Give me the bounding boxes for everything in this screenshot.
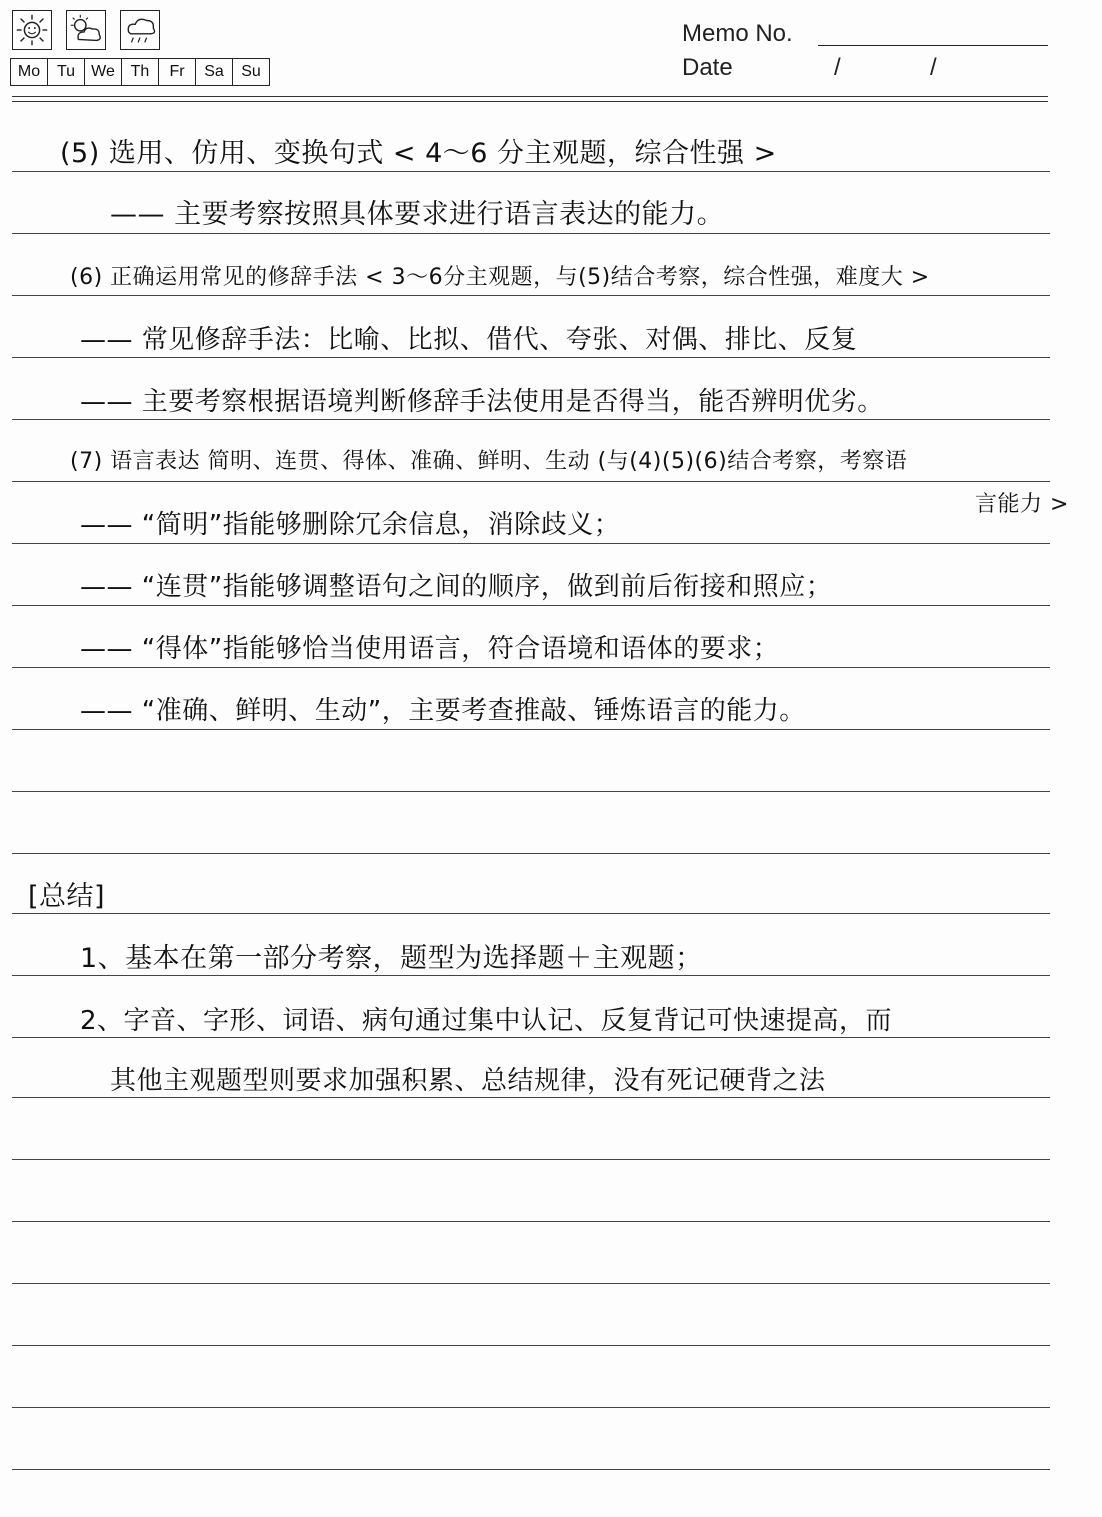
note-line: (6) 正确运用常见的修辞手法 < 3～6分主观题，与(5)结合考察，综合性强，难度大 > <box>70 265 930 290</box>
ruled-line <box>12 667 1050 668</box>
ruled-line <box>12 913 1050 914</box>
note-line: 言能力 > <box>975 492 1069 517</box>
weekday-selector <box>10 58 270 86</box>
ruled-line <box>12 1407 1050 1408</box>
ruled-line <box>12 233 1050 234</box>
weekday-mo[interactable]: Mo <box>11 59 48 85</box>
note-line: —— “得体”指能够恰当使用语言，符合语境和语体的要求； <box>80 634 780 664</box>
note-line: (5) 选用、仿用、变换句式 < 4～6 分主观题，综合性强 > <box>60 138 777 169</box>
weekday-sa[interactable]: Sa <box>196 59 233 85</box>
ruled-line <box>12 1283 1050 1284</box>
header-divider <box>12 101 1048 102</box>
ruled-line <box>12 481 1050 482</box>
note-line: (7) 语言表达 简明、连贯、得体、准确、鲜明、生动 (与(4)(5)(6)结合考察，考察语 <box>70 449 908 474</box>
weather-icons <box>12 10 160 50</box>
memo-number-field[interactable] <box>818 45 1048 46</box>
note-line: —— 主要考察根据语境判断修辞手法使用是否得当，能否辨明优劣。 <box>80 387 884 417</box>
note-line: —— 主要考察按照具体要求进行语言表达的能力。 <box>110 199 725 230</box>
date-row <box>682 52 1062 86</box>
summary-line: 1、基本在第一部分考察，题型为选择题＋主观题； <box>80 943 703 974</box>
memo-info <box>682 18 1062 86</box>
note-line: —— “简明”指能够删除冗余信息，消除歧义； <box>80 510 621 540</box>
ruled-line <box>12 729 1050 730</box>
summary-line: 2、字音、字形、词语、病句通过集中认记、反复背记可快速提高，而 <box>80 1006 893 1036</box>
memo-number-row <box>682 18 1062 52</box>
ruled-line <box>12 605 1050 606</box>
ruled-line <box>12 543 1050 544</box>
weekday-tu[interactable]: Tu <box>48 59 85 85</box>
date-label: Date <box>682 54 733 81</box>
sunny-icon[interactable] <box>12 10 52 50</box>
note-line: —— 常见修辞手法：比喻、比拟、借代、夸张、对偶、排比、反复 <box>80 325 858 355</box>
ruled-line <box>12 791 1050 792</box>
ruled-line <box>12 1345 1050 1346</box>
summary-line: 其他主观题型则要求加强积累、总结规律，没有死记硬背之法 <box>110 1066 826 1096</box>
ruled-line <box>12 419 1050 420</box>
ruled-line <box>12 171 1050 172</box>
weekday-th[interactable]: Th <box>122 59 159 85</box>
ruled-line <box>12 1221 1050 1222</box>
ruled-line <box>12 853 1050 854</box>
note-line: —— “连贯”指能够调整语句之间的顺序，做到前后衔接和照应； <box>80 572 833 602</box>
note-line: —— “准确、鲜明、生动”，主要考查推敲、锤炼语言的能力。 <box>80 696 806 726</box>
summary-heading: [总结] <box>28 881 106 912</box>
ruled-line <box>12 295 1050 296</box>
memo-number-label: Memo No. <box>682 20 793 47</box>
date-separator: / <box>834 54 841 81</box>
header-divider <box>12 96 1048 97</box>
ruled-line <box>12 357 1050 358</box>
weekday-su[interactable]: Su <box>241 63 261 80</box>
rainy-icon[interactable] <box>120 10 160 50</box>
ruled-line <box>12 1469 1050 1470</box>
date-separator: / <box>930 54 937 81</box>
weekday-we[interactable]: We <box>85 59 122 85</box>
partly-cloudy-icon[interactable] <box>66 10 106 50</box>
ruled-line <box>12 1159 1050 1160</box>
weekday-fr[interactable]: Fr <box>159 59 196 85</box>
